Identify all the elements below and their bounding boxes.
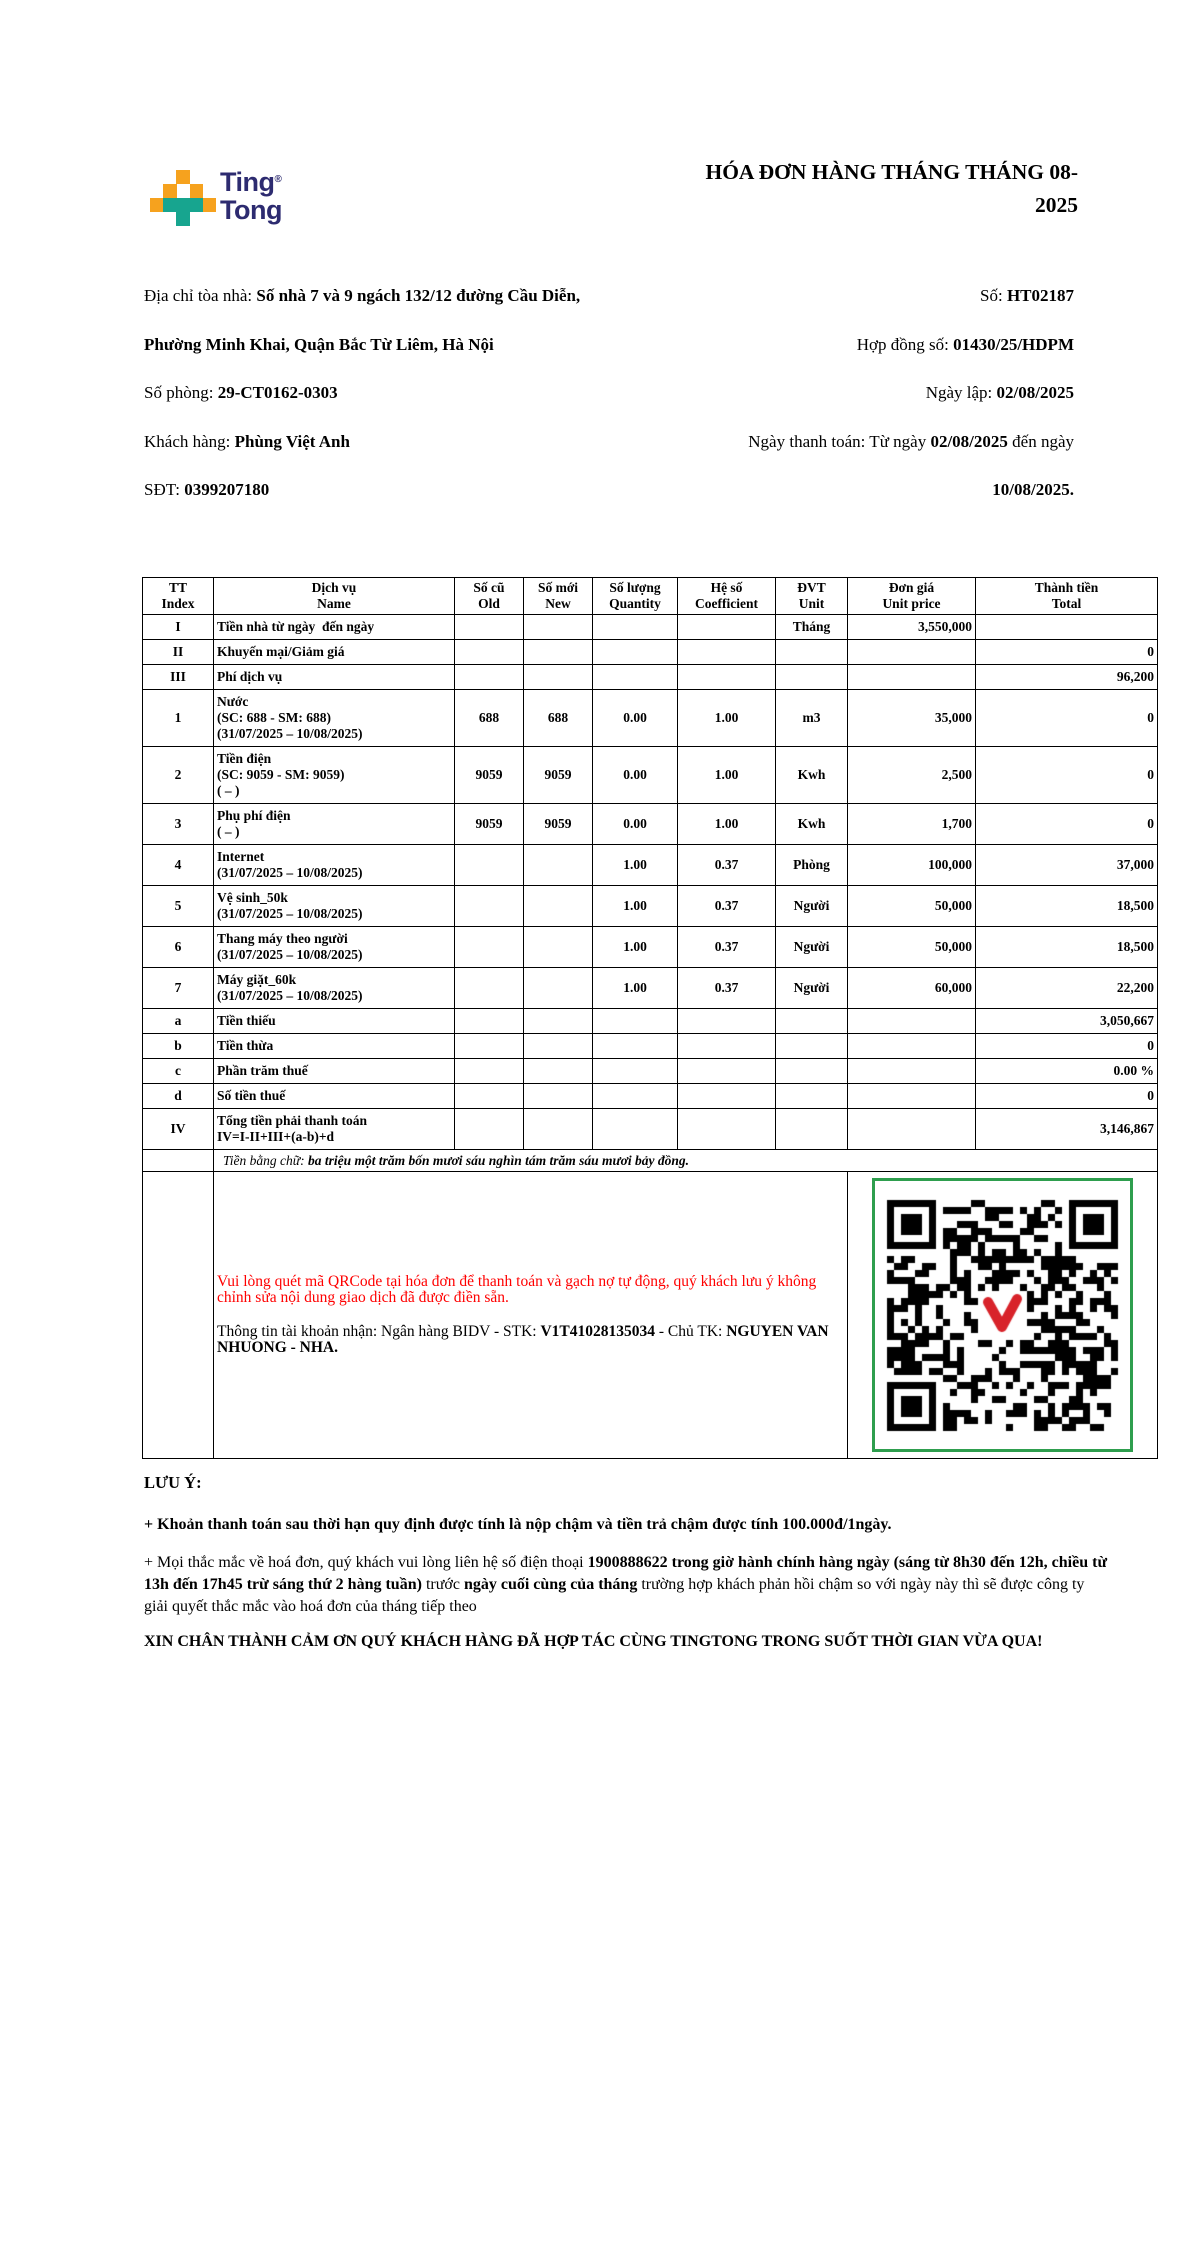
- service-name-cell: [214, 845, 455, 886]
- text-segment: Số nhà 7 và 9 ngách 132/12 đường Cầu Diễn,: [256, 286, 581, 305]
- amount-in-words-cell: [214, 1150, 1158, 1172]
- invoice-table-special: [143, 1150, 1158, 1459]
- table-cell: [593, 615, 678, 640]
- invoice-table-head: [143, 578, 1158, 615]
- table-cell: [524, 1009, 593, 1034]
- info-line: [144, 272, 580, 321]
- table-cell: 0.37: [678, 845, 776, 886]
- table-cell: [848, 1084, 976, 1109]
- table-cell: [524, 1034, 593, 1059]
- text-segment: V1T41028135034: [540, 1323, 655, 1340]
- table-cell: [593, 1059, 678, 1084]
- table-row: [143, 804, 1158, 845]
- info-line: [144, 466, 580, 515]
- table-cell: Tháng: [776, 615, 848, 640]
- text-segment: đến ngày: [1007, 431, 1074, 451]
- table-cell: 1.00: [678, 690, 776, 747]
- table-cell: [524, 845, 593, 886]
- table-row: [143, 1034, 1158, 1059]
- table-cell: [678, 1009, 776, 1034]
- table-row: [143, 968, 1158, 1009]
- table-cell: 9059: [455, 747, 524, 804]
- table-cell: [776, 1009, 848, 1034]
- table-cell: 0: [976, 1084, 1158, 1109]
- logo-pixel: [163, 184, 177, 198]
- service-name-line: Tổng tiền phải thanh toán: [217, 1113, 368, 1128]
- service-name-cell: [214, 747, 455, 804]
- text-segment: Địa chỉ tòa nhà:: [144, 286, 257, 305]
- invoice-title-line2: 2025: [1035, 193, 1078, 217]
- table-cell: 96,200: [976, 665, 1158, 690]
- table-cell: 0.37: [678, 968, 776, 1009]
- invoice-title: [458, 156, 1078, 222]
- table-cell: [524, 927, 593, 968]
- column-header-line: Index: [161, 596, 195, 611]
- table-cell: 0.37: [678, 927, 776, 968]
- tingtong-logo-text: [220, 166, 282, 224]
- service-name-line: (31/07/2025 – 10/08/2025): [217, 906, 363, 921]
- logo-pixel: [203, 198, 217, 212]
- service-name-line: Phần trăm thuế: [217, 1063, 308, 1078]
- table-cell: [455, 886, 524, 927]
- brand-word-top: Ting: [220, 167, 275, 197]
- info-left-column: [144, 272, 580, 515]
- text-segment: 01430/25/HDPM: [953, 334, 1074, 354]
- column-header-line: Unit: [798, 596, 825, 611]
- column-header-line: Dịch vụ: [311, 580, 357, 595]
- registered-mark: ®: [274, 174, 282, 185]
- info-line: [580, 272, 1074, 321]
- info-line: [144, 321, 580, 370]
- column-header-line: Quantity: [609, 596, 661, 611]
- logo-pixel: [176, 212, 190, 226]
- column-header: [776, 578, 848, 615]
- amount-in-words-row: [143, 1150, 1158, 1172]
- text-segment: NGUYEN VAN NHUONG - NHA.: [217, 1323, 829, 1356]
- column-header-line: Số cũ: [473, 580, 505, 595]
- table-cell: [524, 1109, 593, 1150]
- table-cell: 4: [143, 845, 214, 886]
- table-cell: 1.00: [593, 886, 678, 927]
- logo-pixel: [190, 184, 204, 198]
- text-segment: trước: [421, 1576, 464, 1593]
- service-name-cell: [214, 690, 455, 747]
- table-cell: c: [143, 1059, 214, 1084]
- table-cell: [524, 1059, 593, 1084]
- table-cell: [455, 665, 524, 690]
- table-cell: [593, 1034, 678, 1059]
- table-cell: [776, 1109, 848, 1150]
- service-name-cell: [214, 886, 455, 927]
- table-cell: 9059: [524, 747, 593, 804]
- table-cell: [848, 1109, 976, 1150]
- invoice-table: [142, 577, 1158, 1459]
- table-row: [143, 1084, 1158, 1109]
- service-name-line: ( – ): [217, 824, 240, 839]
- table-cell: [524, 615, 593, 640]
- table-cell: 1.00: [593, 927, 678, 968]
- table-cell: [776, 1059, 848, 1084]
- text-segment: + Mọi thắc mắc về hoá đơn, quý khách vui lòng liên hệ số điện thoại: [144, 1554, 588, 1571]
- table-cell: [455, 1034, 524, 1059]
- table-cell: [678, 665, 776, 690]
- table-cell: 3,050,667: [976, 1009, 1158, 1034]
- text-segment: Số:: [980, 286, 1007, 305]
- table-cell: 18,500: [976, 886, 1158, 927]
- table-cell: [678, 1059, 776, 1084]
- table-cell: 35,000: [848, 690, 976, 747]
- column-header: [593, 578, 678, 615]
- service-name-line: Internet: [217, 849, 265, 864]
- column-header: [976, 578, 1158, 615]
- table-cell: [678, 1109, 776, 1150]
- text-segment: 10/08/2025.: [992, 480, 1074, 499]
- text-segment: Ngày lập:: [925, 383, 997, 402]
- text-segment: 29-CT0162-0303: [217, 383, 338, 402]
- table-cell: [143, 1150, 214, 1172]
- service-name-line: Tiền thừa: [217, 1038, 274, 1053]
- table-cell: 100,000: [848, 845, 976, 886]
- service-name-line: Thang máy theo người: [217, 931, 348, 946]
- table-cell: 0: [976, 804, 1158, 845]
- table-cell: [143, 1172, 214, 1459]
- table-row: [143, 886, 1158, 927]
- table-cell: [455, 1059, 524, 1084]
- column-header-line: Unit price: [882, 596, 941, 611]
- table-cell: d: [143, 1084, 214, 1109]
- text-segment: ngày cuối cùng của tháng: [463, 1576, 638, 1593]
- service-name-cell: [214, 615, 455, 640]
- table-cell: [455, 1109, 524, 1150]
- service-name-line: (SC: 688 - SM: 688): [217, 710, 331, 725]
- table-cell: 688: [455, 690, 524, 747]
- table-cell: 37,000: [976, 845, 1158, 886]
- text-segment: Phường Minh Khai, Quận Bắc Từ Liêm, Hà Nội: [144, 334, 494, 354]
- table-cell: Phòng: [776, 845, 848, 886]
- table-cell: [593, 1084, 678, 1109]
- footer-notes: [144, 1472, 1109, 1653]
- table-cell: 0: [976, 747, 1158, 804]
- column-header-line: Coefficient: [695, 596, 758, 611]
- column-header-line: Name: [317, 596, 351, 611]
- text-segment: 02/08/2025: [930, 431, 1008, 451]
- table-cell: 0.00: [593, 747, 678, 804]
- table-cell: 50,000: [848, 886, 976, 927]
- info-line: [144, 369, 580, 418]
- table-cell: 0: [976, 1034, 1158, 1059]
- qr-code: [885, 1198, 1120, 1433]
- table-cell: 1,700: [848, 804, 976, 845]
- service-name-line: Máy giặt_60k: [217, 972, 297, 987]
- table-cell: 2: [143, 747, 214, 804]
- table-cell: 1.00: [593, 845, 678, 886]
- column-header-line: ĐVT: [797, 580, 826, 595]
- table-cell: II: [143, 640, 214, 665]
- table-cell: 22,200: [976, 968, 1158, 1009]
- table-cell: [776, 1084, 848, 1109]
- logo-pixel: [163, 198, 203, 212]
- table-row: [143, 927, 1158, 968]
- service-name-line: IV=I-II+III+(a-b)+d: [217, 1129, 335, 1144]
- table-cell: [455, 968, 524, 1009]
- table-cell: [455, 1009, 524, 1034]
- table-cell: 3,550,000: [848, 615, 976, 640]
- table-cell: [848, 640, 976, 665]
- table-cell: [776, 665, 848, 690]
- table-cell: [593, 665, 678, 690]
- table-cell: Người: [776, 886, 848, 927]
- table-cell: [524, 665, 593, 690]
- table-cell: 0: [976, 640, 1158, 665]
- table-cell: a: [143, 1009, 214, 1034]
- table-cell: 6: [143, 927, 214, 968]
- brand-word-bottom: Tong: [220, 195, 282, 225]
- table-row: [143, 1109, 1158, 1150]
- table-cell: 0.00 %: [976, 1059, 1158, 1084]
- logo-pixel: [150, 198, 164, 212]
- text-segment: - Chủ TK:: [655, 1323, 727, 1340]
- qr-code-frame: [872, 1178, 1133, 1452]
- service-name-cell: [214, 968, 455, 1009]
- column-header: [143, 578, 214, 615]
- table-cell: [455, 640, 524, 665]
- table-cell: [976, 615, 1158, 640]
- text-segment: Ngày thanh toán: Từ ngày: [748, 431, 931, 451]
- late-payment-note: + Khoản thanh toán sau thời hạn quy định được tính là nộp chậm và tiền trả chậm được tính 100.000đ/1ngày.: [144, 1516, 892, 1533]
- table-cell: [455, 845, 524, 886]
- table-row: [143, 1059, 1158, 1084]
- column-header-line: Thành tiền: [1034, 580, 1099, 595]
- table-cell: [848, 1034, 976, 1059]
- qr-row: [143, 1172, 1158, 1459]
- table-cell: [524, 1084, 593, 1109]
- table-cell: [678, 1084, 776, 1109]
- text-segment: 1900888622 trong giờ hành chính hàng ngày (sáng từ 8h30 đến 12h, chiều từ 13h đến 17h45 trừ sáng thứ 2 hàng tuần): [144, 1554, 1108, 1593]
- table-cell: [524, 968, 593, 1009]
- table-cell: [776, 640, 848, 665]
- column-header-line: Số lượng: [609, 580, 661, 595]
- table-cell: [524, 886, 593, 927]
- qr-code-cell: [848, 1172, 1158, 1459]
- table-cell: [678, 615, 776, 640]
- table-cell: 50,000: [848, 927, 976, 968]
- table-cell: 0: [976, 690, 1158, 747]
- table-cell: [593, 1009, 678, 1034]
- table-cell: [455, 615, 524, 640]
- info-line: [144, 418, 580, 467]
- table-cell: Kwh: [776, 804, 848, 845]
- service-name-line: Số tiền thuế: [217, 1088, 286, 1103]
- text-segment: trường hợp khách phản hồi chậm so với ngày này thì sẽ được công ty giải quyết thắc mắc vào hoá đơn của tháng tiếp theo: [144, 1576, 1085, 1615]
- text-segment: Phùng Việt Anh: [234, 431, 350, 451]
- table-cell: 3: [143, 804, 214, 845]
- invoice-table-body: [143, 615, 1158, 1150]
- table-cell: [848, 1009, 976, 1034]
- info-right-column: [580, 272, 1074, 515]
- text-segment: 0399207180: [184, 480, 270, 499]
- table-cell: I: [143, 615, 214, 640]
- table-cell: 60,000: [848, 968, 976, 1009]
- service-name-cell: [214, 1109, 455, 1150]
- table-cell: 1: [143, 690, 214, 747]
- table-cell: 3,146,867: [976, 1109, 1158, 1150]
- table-cell: 9059: [455, 804, 524, 845]
- notes-heading: LƯU Ý:: [144, 1473, 202, 1492]
- service-name-line: (SC: 9059 - SM: 9059): [217, 767, 345, 782]
- table-cell: 7: [143, 968, 214, 1009]
- column-header: [678, 578, 776, 615]
- table-cell: 2,500: [848, 747, 976, 804]
- column-header-line: Old: [478, 596, 500, 611]
- table-cell: 0.37: [678, 886, 776, 927]
- table-row: [143, 615, 1158, 640]
- table-cell: 18,500: [976, 927, 1158, 968]
- table-cell: [593, 1109, 678, 1150]
- column-header: [214, 578, 455, 615]
- text-segment: HT02187: [1006, 286, 1074, 305]
- text-segment: Hợp đồng số:: [856, 334, 954, 354]
- table-row: [143, 665, 1158, 690]
- text-segment: Khách hàng:: [144, 431, 235, 451]
- info-line: [580, 466, 1074, 515]
- service-name-line: Vệ sinh_50k: [217, 890, 288, 905]
- service-name-cell: [214, 640, 455, 665]
- service-name-line: Phụ phí điện: [217, 808, 291, 823]
- column-header-line: Total: [1051, 596, 1082, 611]
- table-cell: [848, 1059, 976, 1084]
- column-header-line: New: [545, 596, 571, 611]
- table-cell: Kwh: [776, 747, 848, 804]
- column-header-line: TT: [168, 580, 187, 595]
- table-cell: m3: [776, 690, 848, 747]
- table-cell: 0.00: [593, 690, 678, 747]
- header-row: [143, 578, 1158, 615]
- table-cell: 0.00: [593, 804, 678, 845]
- text-segment: Thông tin tài khoản nhận: Ngân hàng BIDV - STK:: [217, 1323, 541, 1340]
- table-cell: Người: [776, 968, 848, 1009]
- payment-instructions-cell: [214, 1172, 848, 1459]
- service-name-line: (31/07/2025 – 10/08/2025): [217, 865, 363, 880]
- column-header: [455, 578, 524, 615]
- service-name-cell: [214, 1009, 455, 1034]
- service-name-cell: [214, 1059, 455, 1084]
- table-cell: [524, 640, 593, 665]
- table-cell: IV: [143, 1109, 214, 1150]
- info-line: [580, 321, 1074, 370]
- table-cell: Người: [776, 927, 848, 968]
- service-name-cell: [214, 665, 455, 690]
- service-name-cell: [214, 804, 455, 845]
- column-header: [848, 578, 976, 615]
- table-cell: 1.00: [593, 968, 678, 1009]
- service-name-line: (31/07/2025 – 10/08/2025): [217, 726, 363, 741]
- table-cell: 1.00: [678, 747, 776, 804]
- invoice-title-line1: HÓA ĐƠN HÀNG THÁNG THÁNG 08-: [705, 160, 1078, 184]
- table-cell: 9059: [524, 804, 593, 845]
- service-name-cell: [214, 1034, 455, 1059]
- service-name-line: (31/07/2025 – 10/08/2025): [217, 947, 363, 962]
- table-cell: 1.00: [678, 804, 776, 845]
- service-name-line: Nước: [217, 694, 249, 709]
- thank-you-note: XIN CHÂN THÀNH CẢM ƠN QUÝ KHÁCH HÀNG ĐÃ HỢP TÁC CÙNG TINGTONG TRONG SUỐT THỜI GIAN VỪA QUA!: [144, 1633, 1043, 1650]
- text-segment: Số phòng:: [144, 383, 218, 402]
- table-cell: [455, 1084, 524, 1109]
- table-cell: [593, 640, 678, 665]
- service-name-line: (31/07/2025 – 10/08/2025): [217, 988, 363, 1003]
- service-name-line: Tiền thiếu: [217, 1013, 276, 1028]
- text-segment: ba triệu một trăm bốn mươi sáu nghìn tám trăm sáu mươi bảy đồng.: [307, 1152, 689, 1168]
- table-row: [143, 640, 1158, 665]
- text-segment: 02/08/2025: [996, 383, 1074, 402]
- column-header-line: Đơn giá: [888, 580, 935, 595]
- column-header-line: Số mới: [537, 580, 579, 595]
- table-cell: 5: [143, 886, 214, 927]
- service-name-cell: [214, 927, 455, 968]
- qr-scan-note: Vui lòng quét mã QRCode tại hóa đơn để thanh toán và gạch nợ tự động, quý khách lưu ý không chỉnh sửa nội dung giao dịch đã được điền sẵn.: [217, 1273, 817, 1306]
- service-name-line: ( – ): [217, 783, 240, 798]
- table-row: [143, 845, 1158, 886]
- table-cell: [678, 640, 776, 665]
- logo-pixel: [176, 170, 190, 184]
- table-row: [143, 690, 1158, 747]
- bank-account-info: [217, 1324, 844, 1356]
- table-cell: 688: [524, 690, 593, 747]
- table-cell: [776, 1034, 848, 1059]
- column-header-line: Hệ số: [710, 580, 743, 595]
- table-cell: [455, 927, 524, 968]
- service-name-line: Phí dịch vụ: [217, 669, 283, 684]
- invoice-info: [144, 272, 1074, 515]
- hotline-note: [144, 1552, 1109, 1618]
- service-name-line: Tiền điện: [217, 751, 272, 766]
- text-segment: SĐT:: [144, 480, 185, 499]
- column-header: [524, 578, 593, 615]
- table-cell: [678, 1034, 776, 1059]
- tingtong-logo-icon: [150, 170, 216, 226]
- service-name-line: Khuyến mại/Giảm giá: [217, 644, 345, 659]
- table-row: [143, 747, 1158, 804]
- service-name-line: Tiền nhà từ ngày đến ngày: [217, 619, 375, 634]
- info-line: [580, 418, 1074, 467]
- text-segment: Tiền bằng chữ:: [223, 1152, 308, 1168]
- table-cell: III: [143, 665, 214, 690]
- table-row: [143, 1009, 1158, 1034]
- table-cell: [848, 665, 976, 690]
- info-line: [580, 369, 1074, 418]
- service-name-cell: [214, 1084, 455, 1109]
- table-cell: b: [143, 1034, 214, 1059]
